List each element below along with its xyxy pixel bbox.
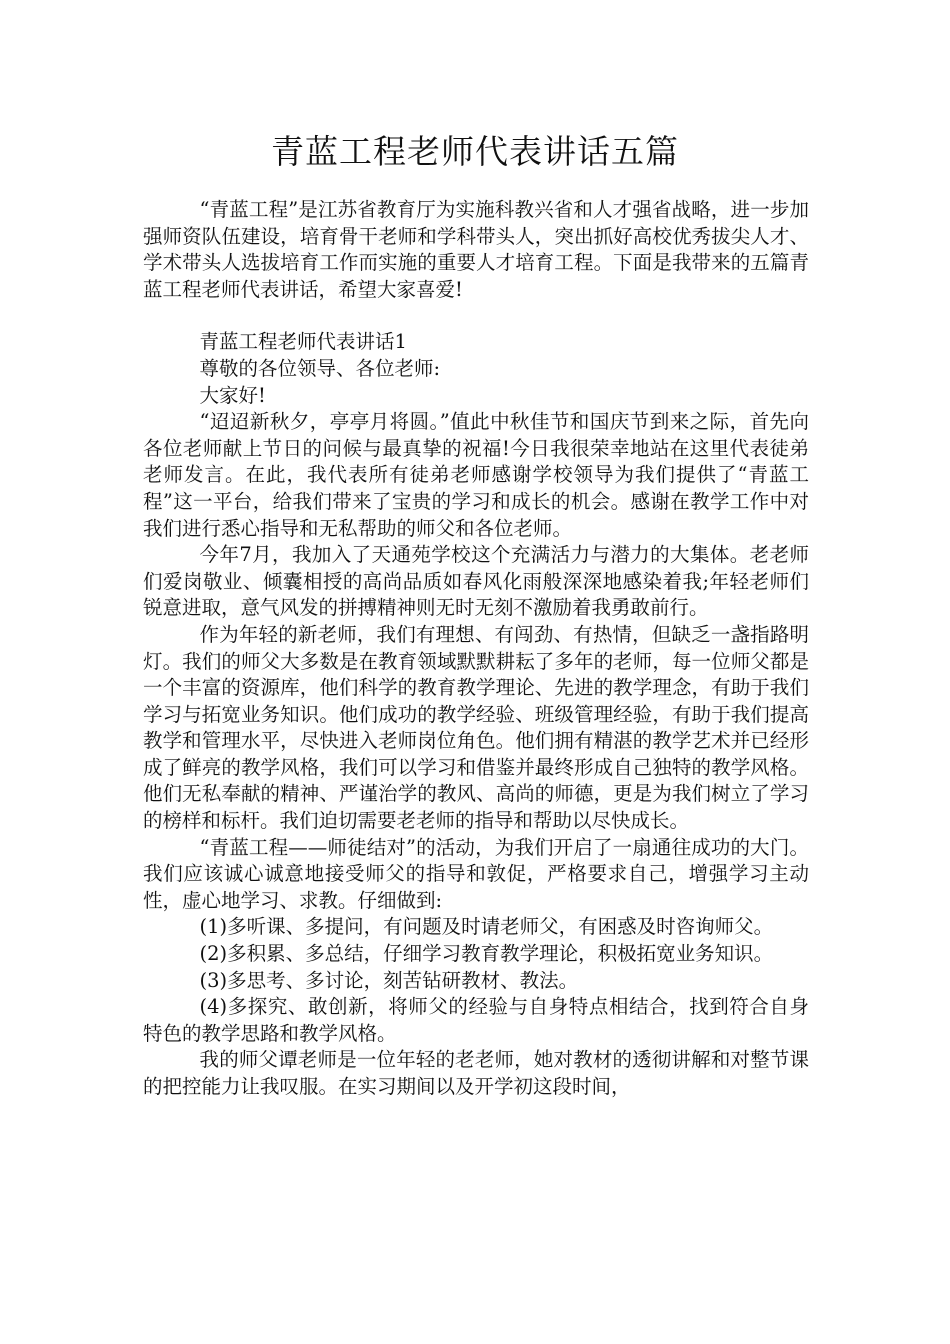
- list-item: (3)多思考、多讨论，刻苦钻研教材、教法。: [199, 968, 579, 992]
- document-title: 青蓝工程老师代表讲话五篇: [271, 132, 679, 171]
- body-paragraph: “迢迢新秋夕，亭亭月将圆。”值此中秋佳节和国庆节到来之际，首先向各位老师献上节日的问候与最真挚的祝福!今日我很荣幸地站在这里代表徒弟老师发言。在此，我代表所有徒弟老师感谢学校领导为我们提供了“青蓝工程”这一平台，给我们带来了宝贵的学习和成长的机会。感谢在教学工作中对我们进行悉心指导和无私帮助的师父和各位老师。: [143, 410, 809, 540]
- list-item: (2)多积累、多总结，仔细学习教育教学理论，积极拓宽业务知识。: [199, 942, 774, 966]
- document-body: [143, 197, 809, 1101]
- salutation: 尊敬的各位领导、各位老师:: [199, 356, 441, 380]
- intro-paragraph: “青蓝工程”是江苏省教育厅为实施科教兴省和人才强省战略，进一步加强师资队伍建设，培育骨干老师和学科带头人，突出抓好高校优秀拔尖人才、学术带头人选拔培育工作而实施的重要人才培育工程。下面是我带来的五篇青蓝工程老师代表讲话，希望大家喜爱!: [143, 198, 809, 301]
- body-paragraph: “青蓝工程——师徒结对”的活动，为我们开启了一扇通往成功的大门。我们应该诚心诚意地接受师父的指导和敦促，严格要求自己，增强学习主动性，虚心地学习、求教。仔细做到:: [143, 835, 809, 912]
- section-heading: 青蓝工程老师代表讲话1: [199, 330, 407, 354]
- body-paragraph: 今年7月，我加入了天通苑学校这个充满活力与潜力的大集体。老老师们爱岗敬业、倾囊相授的高尚品质如春风化雨般深深地感染着我;年轻老师们锐意进取，意气风发的拼搏精神则无时无刻不激励着我勇敢前行。: [143, 543, 809, 620]
- list-item: (4)多探究、敢创新，将师父的经验与自身特点相结合，找到符合自身特色的教学思路和教学风格。: [143, 995, 809, 1045]
- greeting: 大家好!: [199, 383, 266, 407]
- body-paragraph: 我的师父谭老师是一位年轻的老老师，她对教材的透彻讲解和对整节课的把控能力让我叹服。在实习期间以及开学初这段时间，: [143, 1048, 809, 1098]
- body-paragraph: 作为年轻的新老师，我们有理想、有闯劲、有热情，但缺乏一盏指路明灯。我们的师父大多数是在教育领域默默耕耘了多年的老师，每一位师父都是一个丰富的资源库，他们科学的教育教学理论、先进的教学理念，有助于我们学习与拓宽业务知识。他们成功的教学经验、班级管理经验，有助于我们提高教学和管理水平，尽快进入老师岗位角色。他们拥有精湛的教学艺术并已经形成了鲜亮的教学风格，我们可以学习和借鉴并最终形成自己独特的教学风格。他们无私奉献的精神、严谨治学的教风、高尚的师德，更是为我们树立了学习的榜样和标杆。我们迫切需要老老师的指导和帮助以尽快成长。: [143, 622, 809, 833]
- list-item: (1)多听课、多提问，有问题及时请老师父，有困惑及时咨询师父。: [199, 915, 774, 939]
